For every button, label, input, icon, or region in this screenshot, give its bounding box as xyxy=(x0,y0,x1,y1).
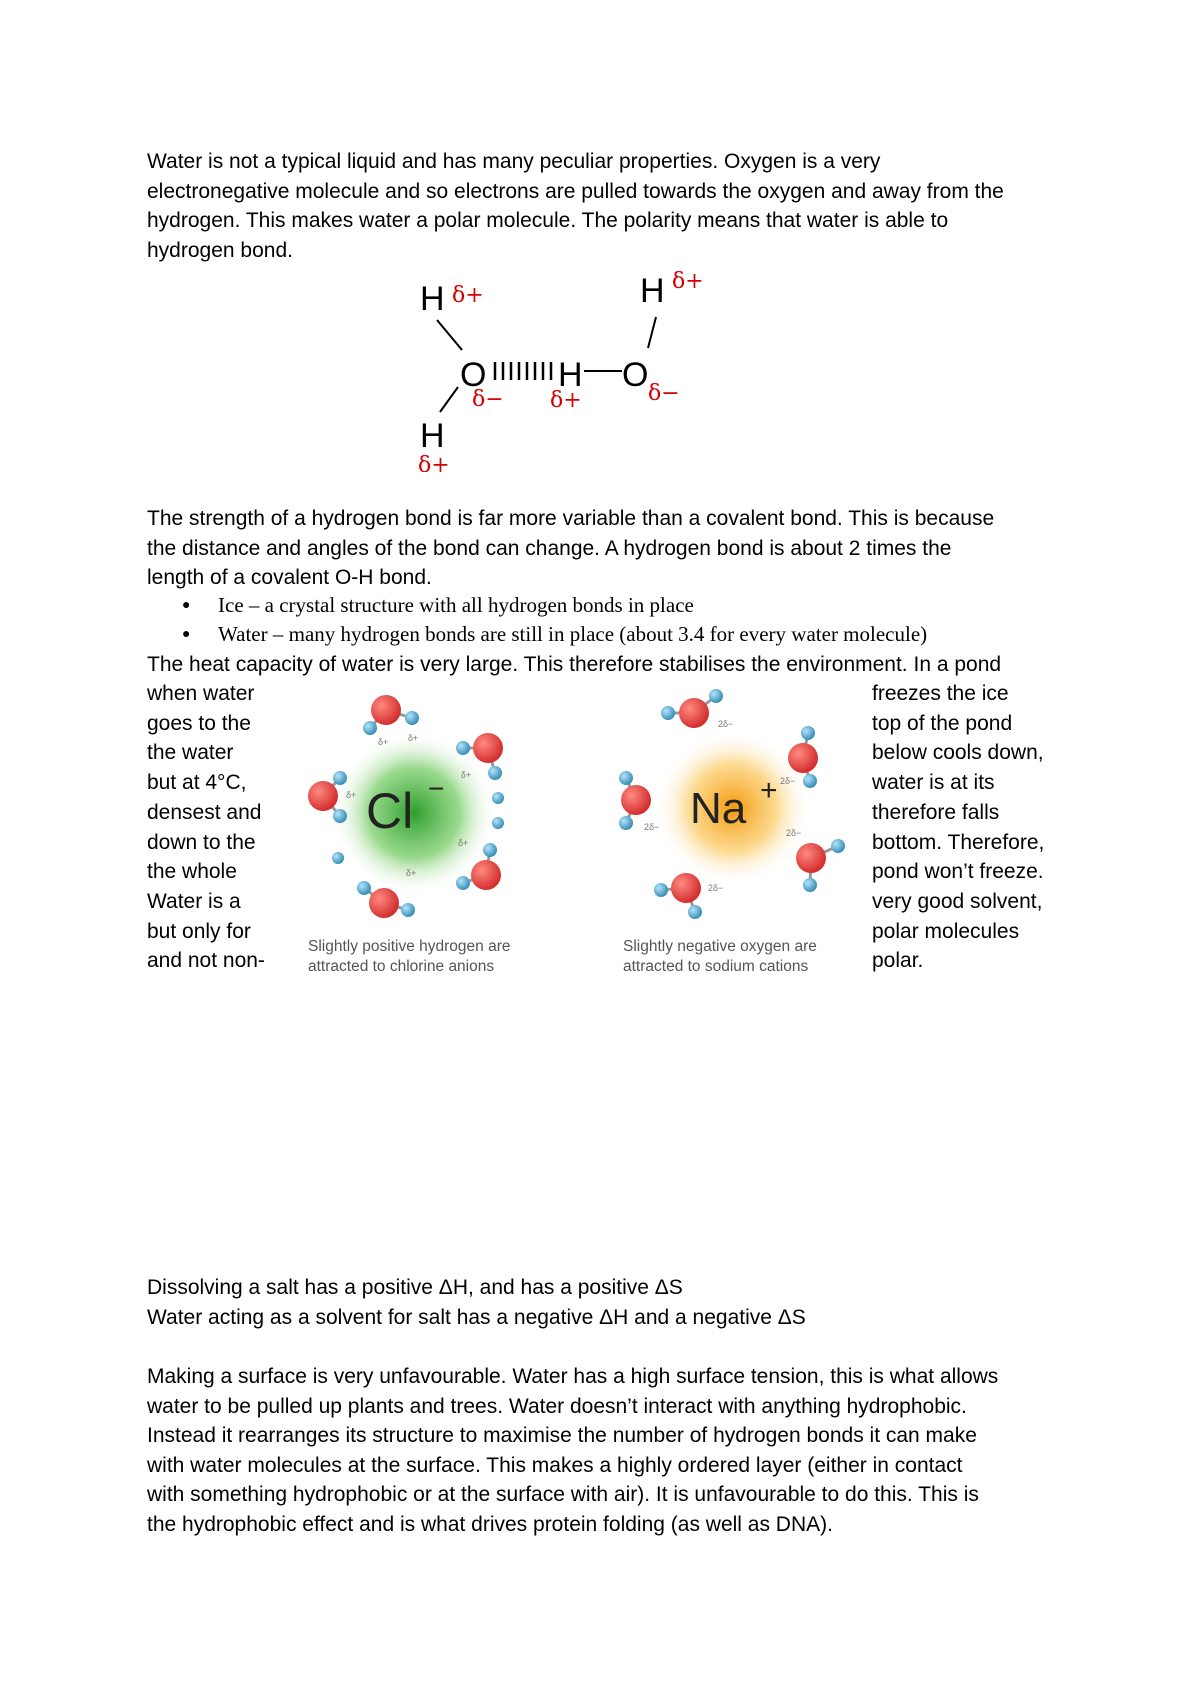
delta-plus-h3: δ+ xyxy=(550,388,582,413)
left-col-line: down to the xyxy=(147,830,256,854)
thermo-paragraph xyxy=(147,1273,1067,1332)
intro-line: hydrogen. This makes water a polar molecule. The polarity means that water is able to xyxy=(147,209,949,232)
bullet-list xyxy=(147,591,1067,649)
right-col-line: polar. xyxy=(872,949,924,973)
hydrogen-atom-3: H xyxy=(558,356,583,394)
right-col-line: below cools down, xyxy=(872,741,1044,765)
partial-charge: 2δ− xyxy=(786,828,802,838)
chloride-caption-line2: attracted to chlorine anions xyxy=(308,958,495,975)
heat-first-line: The heat capacity of water is very large. This therefore stabilises the environment. In a pond xyxy=(147,653,1002,676)
right-col-line: freezes the ice xyxy=(872,682,1009,705)
right-col-line: very good solvent, xyxy=(872,889,1043,913)
sodium-charge: + xyxy=(760,774,778,807)
left-col-line: goes to the xyxy=(147,711,251,735)
right-col-line: bottom. Therefore, xyxy=(872,830,1045,854)
chloride-charge: − xyxy=(428,773,445,804)
left-col-line: but only for xyxy=(147,919,251,943)
delta-minus-o2: δ− xyxy=(648,381,680,406)
heat-left-column xyxy=(147,679,287,976)
left-col-line: Water is a xyxy=(147,889,241,913)
bullet-ice: ● Ice – a crystal structure with all hydrogen bonds in place xyxy=(147,591,1067,620)
right-col-line: polar molecules xyxy=(872,919,1020,943)
ion-solvation-figure xyxy=(298,678,868,983)
thermo-line: Water acting as a solvent for salt has a negative ΔH and a negative ΔS xyxy=(147,1305,806,1329)
hydrogen-bond-diagram xyxy=(400,262,780,472)
right-col-line: pond won’t freeze. xyxy=(872,860,1044,884)
intro-paragraph xyxy=(147,147,1067,265)
chloride-label: Cl xyxy=(366,783,414,839)
hydrogen-atom-1: H xyxy=(420,280,445,318)
right-col-line: therefore falls xyxy=(872,800,1000,824)
oxygen-atom-1: O xyxy=(460,356,487,394)
delta-minus-o1: δ− xyxy=(472,387,504,412)
partial-charge: δ+ xyxy=(461,770,472,780)
hydrogen-bond-hatch xyxy=(495,362,551,380)
partial-charge: δ+ xyxy=(378,737,389,747)
thermo-line: Dissolving a salt has a positive ΔH, and has a positive ΔS xyxy=(147,1276,683,1299)
partial-charge: 2δ− xyxy=(708,883,724,893)
covalent-bond-2 xyxy=(440,387,458,412)
strength-paragraph xyxy=(147,504,1067,593)
surface-paragraph xyxy=(147,1362,1067,1539)
sodium-label: Na xyxy=(690,784,747,833)
partial-charge: 2δ− xyxy=(644,822,660,832)
covalent-bond-1 xyxy=(437,320,462,350)
left-col-line: densest and xyxy=(147,800,262,824)
bullet-water: ● Water – many hydrogen bonds are still in place (about 3.4 for every water molecule) xyxy=(147,620,1067,649)
surface-line: the hydrophobic effect and is what drives protein folding (as well as DNA). xyxy=(147,1512,833,1536)
partial-charge: δ+ xyxy=(458,838,469,848)
strength-line: the distance and angles of the bond can change. A hydrogen bond is about 2 times the xyxy=(147,536,952,560)
heat-right-column xyxy=(872,679,1082,976)
delta-plus-h4: δ+ xyxy=(672,269,704,294)
sodium-caption-line1: Slightly negative oxygen are xyxy=(623,938,817,955)
partial-charge: 2δ− xyxy=(718,719,734,729)
delta-plus-h1: δ+ xyxy=(452,283,484,308)
oxygen-atom-2: O xyxy=(622,356,649,394)
surface-line: Instead it rearranges its structure to maximise the number of hydrogen bonds it can make xyxy=(147,1424,977,1447)
chloride-caption-line1: Slightly positive hydrogen are xyxy=(308,938,511,955)
partial-charge: δ+ xyxy=(346,790,357,800)
left-col-line: the whole xyxy=(147,860,237,884)
intro-line: electronegative molecule and so electrons are pulled towards the oxygen and away from the xyxy=(147,179,1004,203)
surface-line: water to be pulled up plants and trees. Water doesn’t interact with anything hydrophobic. xyxy=(147,1394,967,1418)
delta-plus-h2: δ+ xyxy=(418,453,450,472)
surface-line: with water molecules at the surface. This makes a highly ordered layer (either in contact xyxy=(147,1453,963,1477)
intro-line: hydrogen bond. xyxy=(147,238,293,262)
surface-line: Making a surface is very unfavourable. Water has a high surface tension, this is what allows xyxy=(147,1365,999,1388)
strength-line: The strength of a hydrogen bond is far more variable than a covalent bond. This is because xyxy=(147,507,995,530)
hydrogen-atom-4: H xyxy=(640,272,665,310)
left-col-line: but at 4°C, xyxy=(147,771,247,795)
hydrogen-atom-2: H xyxy=(420,417,445,455)
left-col-line: the water xyxy=(147,741,234,765)
partial-charge: 2δ− xyxy=(780,776,796,786)
partial-charge: δ+ xyxy=(406,868,417,878)
surface-line: with something hydrophobic or at the surface with air). It is unfavourable to do this. This is xyxy=(147,1483,979,1506)
covalent-bond-4 xyxy=(648,317,656,348)
strength-line: length of a covalent O-H bond. xyxy=(147,566,432,589)
left-col-line: and not non- xyxy=(147,949,265,973)
sodium-caption-line2: attracted to sodium cations xyxy=(623,958,809,975)
left-col-line: when water xyxy=(147,682,255,705)
partial-charge: δ+ xyxy=(408,733,419,743)
intro-line: Water is not a typical liquid and has many peculiar properties. Oxygen is a very xyxy=(147,150,881,173)
right-col-line: top of the pond xyxy=(872,711,1013,735)
right-col-line: water is at its xyxy=(872,771,995,795)
